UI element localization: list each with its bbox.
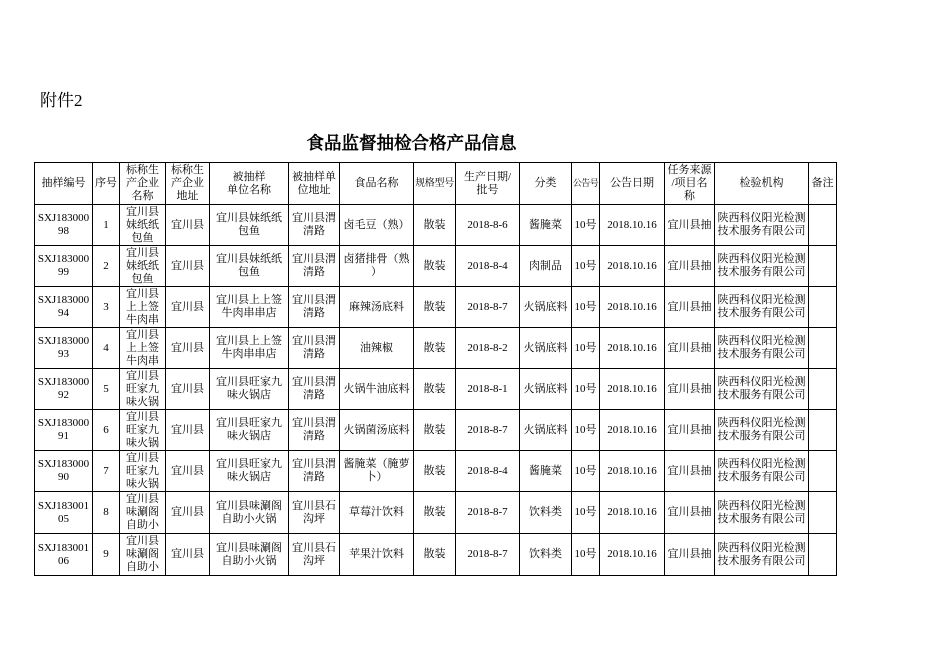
task-source-cell: 宜川县抽 — [665, 328, 715, 369]
sample-id-cell: SXJ18300091 — [35, 410, 93, 451]
notice-date-cell: 2018.10.16 — [600, 369, 665, 410]
sample-id-cell: SXJ18300090 — [35, 451, 93, 492]
production-date-cell: 2018-8-4 — [456, 246, 520, 287]
producer-address-cell: 宜川县 — [166, 451, 210, 492]
sampled-unit-address-cell: 宜川县渭清路 — [289, 246, 340, 287]
table-row — [35, 328, 837, 369]
specification-header: 规格型号 — [414, 163, 456, 205]
notice-no-cell: 10号 — [572, 246, 600, 287]
production-date-cell: 2018-8-7 — [456, 492, 520, 534]
category-cell: 火锅底料 — [520, 328, 572, 369]
category-header: 分类 — [520, 163, 572, 205]
producer-name-cell: 宜川县上上签牛肉串 — [120, 328, 166, 369]
notice-date-cell: 2018.10.16 — [600, 492, 665, 534]
table-row — [35, 287, 837, 328]
notice-date-cell: 2018.10.16 — [600, 534, 665, 576]
category-cell: 肉制品 — [520, 246, 572, 287]
sample-id-cell: SXJ18300092 — [35, 369, 93, 410]
production-date-cell: 2018-8-2 — [456, 328, 520, 369]
producer-name-cell: 宜川县旺家九味火锅 — [120, 369, 166, 410]
producer-address-cell: 宜川县 — [166, 287, 210, 328]
testing-agency-cell: 陕西科仪阳光检测技术服务有限公司 — [715, 246, 809, 287]
sampled-unit-address-cell: 宜川县石沟坪 — [289, 492, 340, 534]
notice-date-cell: 2018.10.16 — [600, 287, 665, 328]
serial-no-cell: 5 — [93, 369, 120, 410]
producer-name-cell: 宜川县妹纸纸包鱼 — [120, 205, 166, 246]
testing-agency-cell: 陕西科仪阳光检测技术服务有限公司 — [715, 205, 809, 246]
serial-no-cell: 8 — [93, 492, 120, 534]
remarks-cell — [809, 534, 837, 576]
food-name-cell: 油辣椒 — [340, 328, 414, 369]
sampled-unit-name-cell: 宜川县妹纸纸包鱼 — [210, 246, 289, 287]
table-header-row — [35, 163, 837, 205]
remarks-cell — [809, 410, 837, 451]
serial-no-cell: 3 — [93, 287, 120, 328]
category-cell: 酱腌菜 — [520, 205, 572, 246]
producer-name-header: 标称生产企业名称 — [120, 163, 166, 205]
producer-address-cell: 宜川县 — [166, 534, 210, 576]
testing-agency-cell: 陕西科仪阳光检测技术服务有限公司 — [715, 534, 809, 576]
notice-no-cell: 10号 — [572, 287, 600, 328]
task-source-cell: 宜川县抽 — [665, 246, 715, 287]
testing-agency-cell: 陕西科仪阳光检测技术服务有限公司 — [715, 369, 809, 410]
sampled-unit-address-cell: 宜川县渭清路 — [289, 328, 340, 369]
producer-address-cell: 宜川县 — [166, 328, 210, 369]
serial-no-cell: 1 — [93, 205, 120, 246]
notice-no-cell: 10号 — [572, 492, 600, 534]
production-date-cell: 2018-8-6 — [456, 205, 520, 246]
sampled-unit-name-cell: 宜川县旺家九味火锅店 — [210, 451, 289, 492]
specification-cell: 散装 — [414, 451, 456, 492]
category-cell: 饮料类 — [520, 534, 572, 576]
producer-name-cell: 宜川县味涮阁自助小 — [120, 534, 166, 576]
testing-agency-cell: 陕西科仪阳光检测技术服务有限公司 — [715, 410, 809, 451]
producer-address-cell: 宜川县 — [166, 246, 210, 287]
specification-cell: 散装 — [414, 287, 456, 328]
specification-cell: 散装 — [414, 328, 456, 369]
specification-cell: 散装 — [414, 492, 456, 534]
specification-cell: 散装 — [414, 205, 456, 246]
testing-agency-cell: 陕西科仪阳光检测技术服务有限公司 — [715, 287, 809, 328]
table-header — [35, 163, 837, 205]
production-date-cell: 2018-8-4 — [456, 451, 520, 492]
notice-no-cell: 10号 — [572, 369, 600, 410]
notice-date-cell: 2018.10.16 — [600, 246, 665, 287]
producer-name-cell: 宜川县旺家九味火锅 — [120, 451, 166, 492]
sampled-unit-address-cell: 宜川县石沟坪 — [289, 534, 340, 576]
remarks-cell — [809, 287, 837, 328]
producer-address-header: 标称生产企业地址 — [166, 163, 210, 205]
food-name-cell: 卤毛豆（熟） — [340, 205, 414, 246]
sampled-unit-address-header: 被抽样单位地址 — [289, 163, 340, 205]
food-name-header: 食品名称 — [340, 163, 414, 205]
sampled-unit-address-cell: 宜川县渭清路 — [289, 369, 340, 410]
sampled-unit-address-cell: 宜川县渭清路 — [289, 205, 340, 246]
specification-cell: 散装 — [414, 534, 456, 576]
remarks-cell — [809, 328, 837, 369]
testing-agency-cell: 陕西科仪阳光检测技术服务有限公司 — [715, 451, 809, 492]
table-row — [35, 246, 837, 287]
specification-cell: 散装 — [414, 410, 456, 451]
testing-agency-cell: 陕西科仪阳光检测技术服务有限公司 — [715, 492, 809, 534]
task-source-cell: 宜川县抽 — [665, 287, 715, 328]
production-date-cell: 2018-8-1 — [456, 369, 520, 410]
food-name-cell: 苹果汁饮料 — [340, 534, 414, 576]
sample-id-cell: SXJ18300094 — [35, 287, 93, 328]
food-name-cell: 酱腌菜（腌萝卜） — [340, 451, 414, 492]
serial-no-cell: 2 — [93, 246, 120, 287]
producer-name-cell: 宜川县上上签牛肉串 — [120, 287, 166, 328]
remarks-cell — [809, 205, 837, 246]
production-date-cell: 2018-8-7 — [456, 287, 520, 328]
testing-agency-cell: 陕西科仪阳光检测技术服务有限公司 — [715, 328, 809, 369]
food-name-cell: 卤猪排骨（熟） — [340, 246, 414, 287]
category-cell: 火锅底料 — [520, 410, 572, 451]
notice-no-cell: 10号 — [572, 451, 600, 492]
producer-address-cell: 宜川县 — [166, 410, 210, 451]
category-cell: 酱腌菜 — [520, 451, 572, 492]
serial-no-cell: 7 — [93, 451, 120, 492]
serial-no-cell: 9 — [93, 534, 120, 576]
serial-no-header: 序号 — [93, 163, 120, 205]
producer-name-cell: 宜川县妹纸纸包鱼 — [120, 246, 166, 287]
food-name-cell: 火锅菌汤底料 — [340, 410, 414, 451]
remarks-cell — [809, 246, 837, 287]
task-source-cell: 宜川县抽 — [665, 492, 715, 534]
category-cell: 火锅底料 — [520, 369, 572, 410]
production-date-cell: 2018-8-7 — [456, 410, 520, 451]
attachment-label: 附件2 — [40, 91, 83, 110]
sampled-unit-address-cell: 宜川县渭清路 — [289, 451, 340, 492]
sampled-unit-name-header: 被抽样 单位名称 — [210, 163, 289, 205]
producer-name-cell: 宜川县旺家九味火锅 — [120, 410, 166, 451]
production-date-cell: 2018-8-7 — [456, 534, 520, 576]
notice-date-cell: 2018.10.16 — [600, 410, 665, 451]
specification-cell: 散装 — [414, 246, 456, 287]
serial-no-cell: 6 — [93, 410, 120, 451]
sample-id-cell: SXJ18300106 — [35, 534, 93, 576]
serial-no-cell: 4 — [93, 328, 120, 369]
table-row — [35, 492, 837, 534]
sampled-unit-name-cell: 宜川县妹纸纸包鱼 — [210, 205, 289, 246]
table-row — [35, 534, 837, 576]
sample-id-cell: SXJ18300105 — [35, 492, 93, 534]
sampled-unit-name-cell: 宜川县味涮阁自助小火锅 — [210, 534, 289, 576]
notice-date-cell: 2018.10.16 — [600, 328, 665, 369]
sampled-unit-name-cell: 宜川县旺家九味火锅店 — [210, 369, 289, 410]
remarks-cell — [809, 451, 837, 492]
remarks-cell — [809, 369, 837, 410]
sample-id-header: 抽样编号 — [35, 163, 93, 205]
notice-no-header: 公告号 — [572, 163, 600, 205]
remarks-header: 备注 — [809, 163, 837, 205]
table-row — [35, 205, 837, 246]
sampled-unit-name-cell: 宜川县旺家九味火锅店 — [210, 410, 289, 451]
category-cell: 饮料类 — [520, 492, 572, 534]
producer-address-cell: 宜川县 — [166, 492, 210, 534]
sample-id-cell: SXJ18300098 — [35, 205, 93, 246]
task-source-cell: 宜川县抽 — [665, 534, 715, 576]
sampled-unit-name-cell: 宜川县上上签牛肉串串店 — [210, 328, 289, 369]
specification-cell: 散装 — [414, 369, 456, 410]
notice-no-cell: 10号 — [572, 328, 600, 369]
task-source-header: 任务来源/项目名称 — [665, 163, 715, 205]
sampled-unit-name-cell: 宜川县上上签牛肉串串店 — [210, 287, 289, 328]
page-title: 食品监督抽检合格产品信息 — [306, 133, 517, 153]
testing-agency-header: 检验机构 — [715, 163, 809, 205]
producer-name-cell: 宜川县味涮阁自助小 — [120, 492, 166, 534]
table-row — [35, 451, 837, 492]
notice-date-cell: 2018.10.16 — [600, 205, 665, 246]
notice-no-cell: 10号 — [572, 534, 600, 576]
table-row — [35, 369, 837, 410]
sampled-unit-name-cell: 宜川县味涮阁自助小火锅 — [210, 492, 289, 534]
production-date-header: 生产日期/批号 — [456, 163, 520, 205]
producer-address-cell: 宜川县 — [166, 205, 210, 246]
producer-address-cell: 宜川县 — [166, 369, 210, 410]
task-source-cell: 宜川县抽 — [665, 369, 715, 410]
task-source-cell: 宜川县抽 — [665, 451, 715, 492]
remarks-cell — [809, 492, 837, 534]
table-row — [35, 410, 837, 451]
inspection-results-table — [34, 162, 837, 576]
notice-date-cell: 2018.10.16 — [600, 451, 665, 492]
table-body — [35, 205, 837, 576]
food-name-cell: 草莓汁饮料 — [340, 492, 414, 534]
sample-id-cell: SXJ18300093 — [35, 328, 93, 369]
notice-date-header: 公告日期 — [600, 163, 665, 205]
sample-id-cell: SXJ18300099 — [35, 246, 93, 287]
food-name-cell: 火锅牛油底料 — [340, 369, 414, 410]
category-cell: 火锅底料 — [520, 287, 572, 328]
sampled-unit-address-cell: 宜川县渭清路 — [289, 410, 340, 451]
notice-no-cell: 10号 — [572, 410, 600, 451]
task-source-cell: 宜川县抽 — [665, 205, 715, 246]
task-source-cell: 宜川县抽 — [665, 410, 715, 451]
sampled-unit-address-cell: 宜川县渭清路 — [289, 287, 340, 328]
notice-no-cell: 10号 — [572, 205, 600, 246]
food-name-cell: 麻辣汤底料 — [340, 287, 414, 328]
